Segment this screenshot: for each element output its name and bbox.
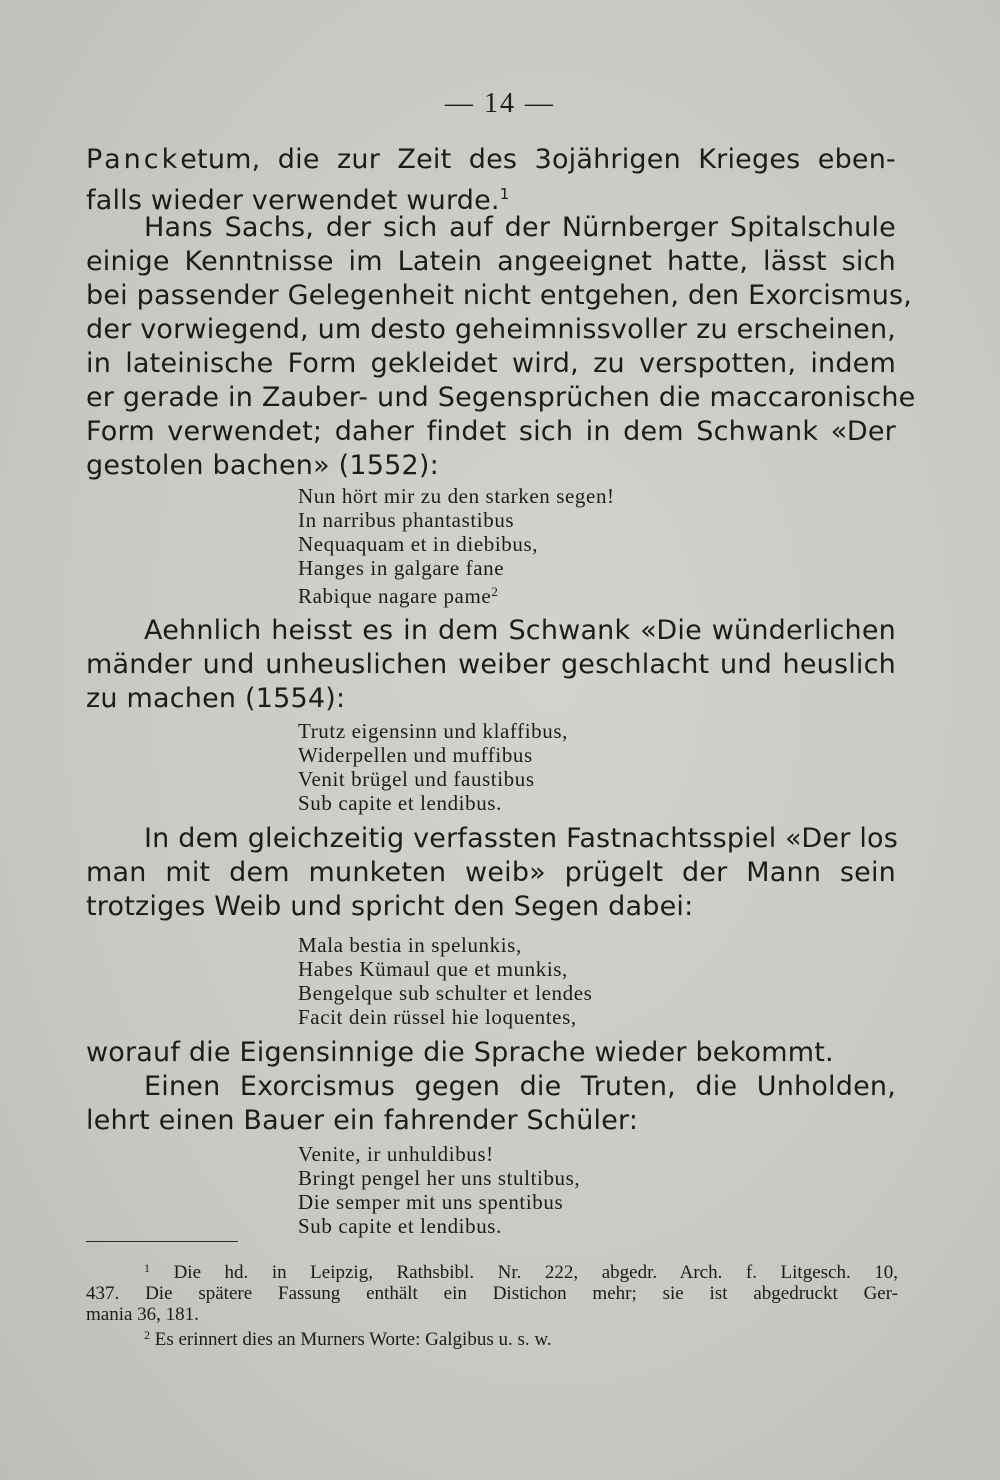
paragraph-text: etum, die zur Zeit des 3ojährigen Krieges eben- bbox=[180, 144, 896, 175]
verse-line: Facit dein rüssel hie loquentes, bbox=[298, 1005, 577, 1029]
footnote-text: Die hd. in Leipzig, Rathsbibl. Nr. 222, abgedr. Arch. f. Litgesch. 10, bbox=[173, 1262, 898, 1283]
verse-line: Widerpellen und muffibus bbox=[298, 743, 533, 767]
paragraph-line: Hans Sachs, der sich auf der Nürnberger Spitalschule bbox=[144, 212, 896, 243]
paragraph-5 bbox=[86, 1036, 896, 1070]
verse-line: Bringt pengel her uns stultibus, bbox=[298, 1166, 581, 1190]
verse-line: Bengelque sub schulter et lendes bbox=[298, 981, 593, 1005]
verse-text: Rabique nagare pame bbox=[298, 584, 492, 608]
footnote-mark: 1 bbox=[499, 185, 510, 203]
paragraph-line: zu machen (1554): bbox=[86, 683, 346, 714]
paragraph-6 bbox=[86, 1070, 896, 1138]
verse-line: Nun hört mir zu den starken segen! bbox=[298, 484, 615, 508]
verse-line: In narribus phantastibus bbox=[298, 508, 515, 532]
footnote-line: mania 36, 181. bbox=[86, 1304, 199, 1325]
footnote-mark: 2 bbox=[144, 1328, 150, 1342]
paragraph-line: gestolen bachen» (1552): bbox=[86, 450, 439, 481]
page-number: — 14 — bbox=[445, 88, 555, 119]
paragraph-line: In dem gleichzeitig verfassten Fastnachtsspiel «Der los bbox=[144, 823, 899, 854]
verse-line: Venite, ir unhuldibus! bbox=[298, 1142, 494, 1166]
spaced-word: Panck bbox=[86, 144, 181, 175]
footnote-mark: 1 bbox=[144, 1261, 150, 1275]
paragraph-line: mänder und unheuslichen weiber geschlacht und heuslich bbox=[86, 649, 896, 680]
footnote-line bbox=[86, 1258, 898, 1283]
verse-block-2 bbox=[298, 719, 898, 815]
paragraph-line: der vorwiegend, um desto geheimnissvoller zu erscheinen, bbox=[86, 314, 897, 345]
verse-line: Sub capite et lendibus. bbox=[298, 791, 502, 815]
paragraph-line: in lateinische Form gekleidet wird, zu verspotten, indem bbox=[86, 348, 896, 379]
paragraph-1 bbox=[86, 143, 896, 218]
paragraph-line: bei passender Gelegenheit nicht entgehen, den Exorcismus, bbox=[86, 280, 913, 311]
paragraph-line: er gerade in Zauber- und Segensprüchen die maccaronische bbox=[86, 382, 916, 413]
verse-line: Sub capite et lendibus. bbox=[298, 1214, 502, 1238]
paragraph-2 bbox=[86, 211, 916, 483]
paragraph-line: lehrt einen Bauer ein fahrender Schüler: bbox=[86, 1105, 639, 1136]
verse-line: Habes Kümaul que et munkis, bbox=[298, 957, 568, 981]
verse-line: Venit brügel und faustibus bbox=[298, 767, 535, 791]
paragraph-text: falls wieder verwendet wurde. bbox=[86, 185, 500, 216]
footnote-line: 437. Die spätere Fassung enthält ein Distichon mehr; sie ist abgedruckt Ger- bbox=[86, 1283, 898, 1304]
paragraph-line: trotziges Weib und spricht den Segen dabei: bbox=[86, 891, 694, 922]
verse-line: Nequaquam et in diebibus, bbox=[298, 532, 539, 556]
verse-line: Mala bestia in spelunkis, bbox=[298, 933, 522, 957]
footnote-mark: 2 bbox=[491, 584, 499, 599]
footnotes bbox=[86, 1258, 898, 1350]
verse-line bbox=[298, 580, 898, 608]
footnote-divider bbox=[86, 1241, 238, 1242]
paragraph-line: einige Kenntnisse im Latein angeeignet hatte, lässt sich bbox=[86, 246, 896, 277]
paragraph-4 bbox=[86, 822, 899, 924]
verse-line: Die semper mit uns spentibus bbox=[298, 1190, 564, 1214]
verse-block-3 bbox=[298, 933, 898, 1029]
footnote-text: Es erinnert dies an Murners Worte: Galgibus u. s. w. bbox=[154, 1329, 552, 1350]
verse-block-1 bbox=[298, 484, 898, 608]
verse-block-4 bbox=[298, 1142, 898, 1238]
paragraph-line: man mit dem munketen weib» prügelt der Mann sein bbox=[86, 857, 896, 888]
footnote-line bbox=[86, 1325, 898, 1350]
paragraph-line: Aehnlich heisst es in dem Schwank «Die wünderlichen bbox=[144, 615, 896, 646]
verse-line: Hanges in galgare fane bbox=[298, 556, 505, 580]
verse-line: Trutz eigensinn und klaffibus, bbox=[298, 719, 568, 743]
paragraph-line: worauf die Eigensinnige die Sprache wieder bekommt. bbox=[86, 1037, 834, 1068]
paragraph-line: Einen Exorcismus gegen die Truten, die Unholden, bbox=[144, 1071, 896, 1102]
paragraph-line: Form verwendet; daher findet sich in dem Schwank «Der bbox=[86, 416, 896, 447]
paragraph-3 bbox=[86, 614, 896, 716]
paragraph-line bbox=[86, 143, 896, 177]
